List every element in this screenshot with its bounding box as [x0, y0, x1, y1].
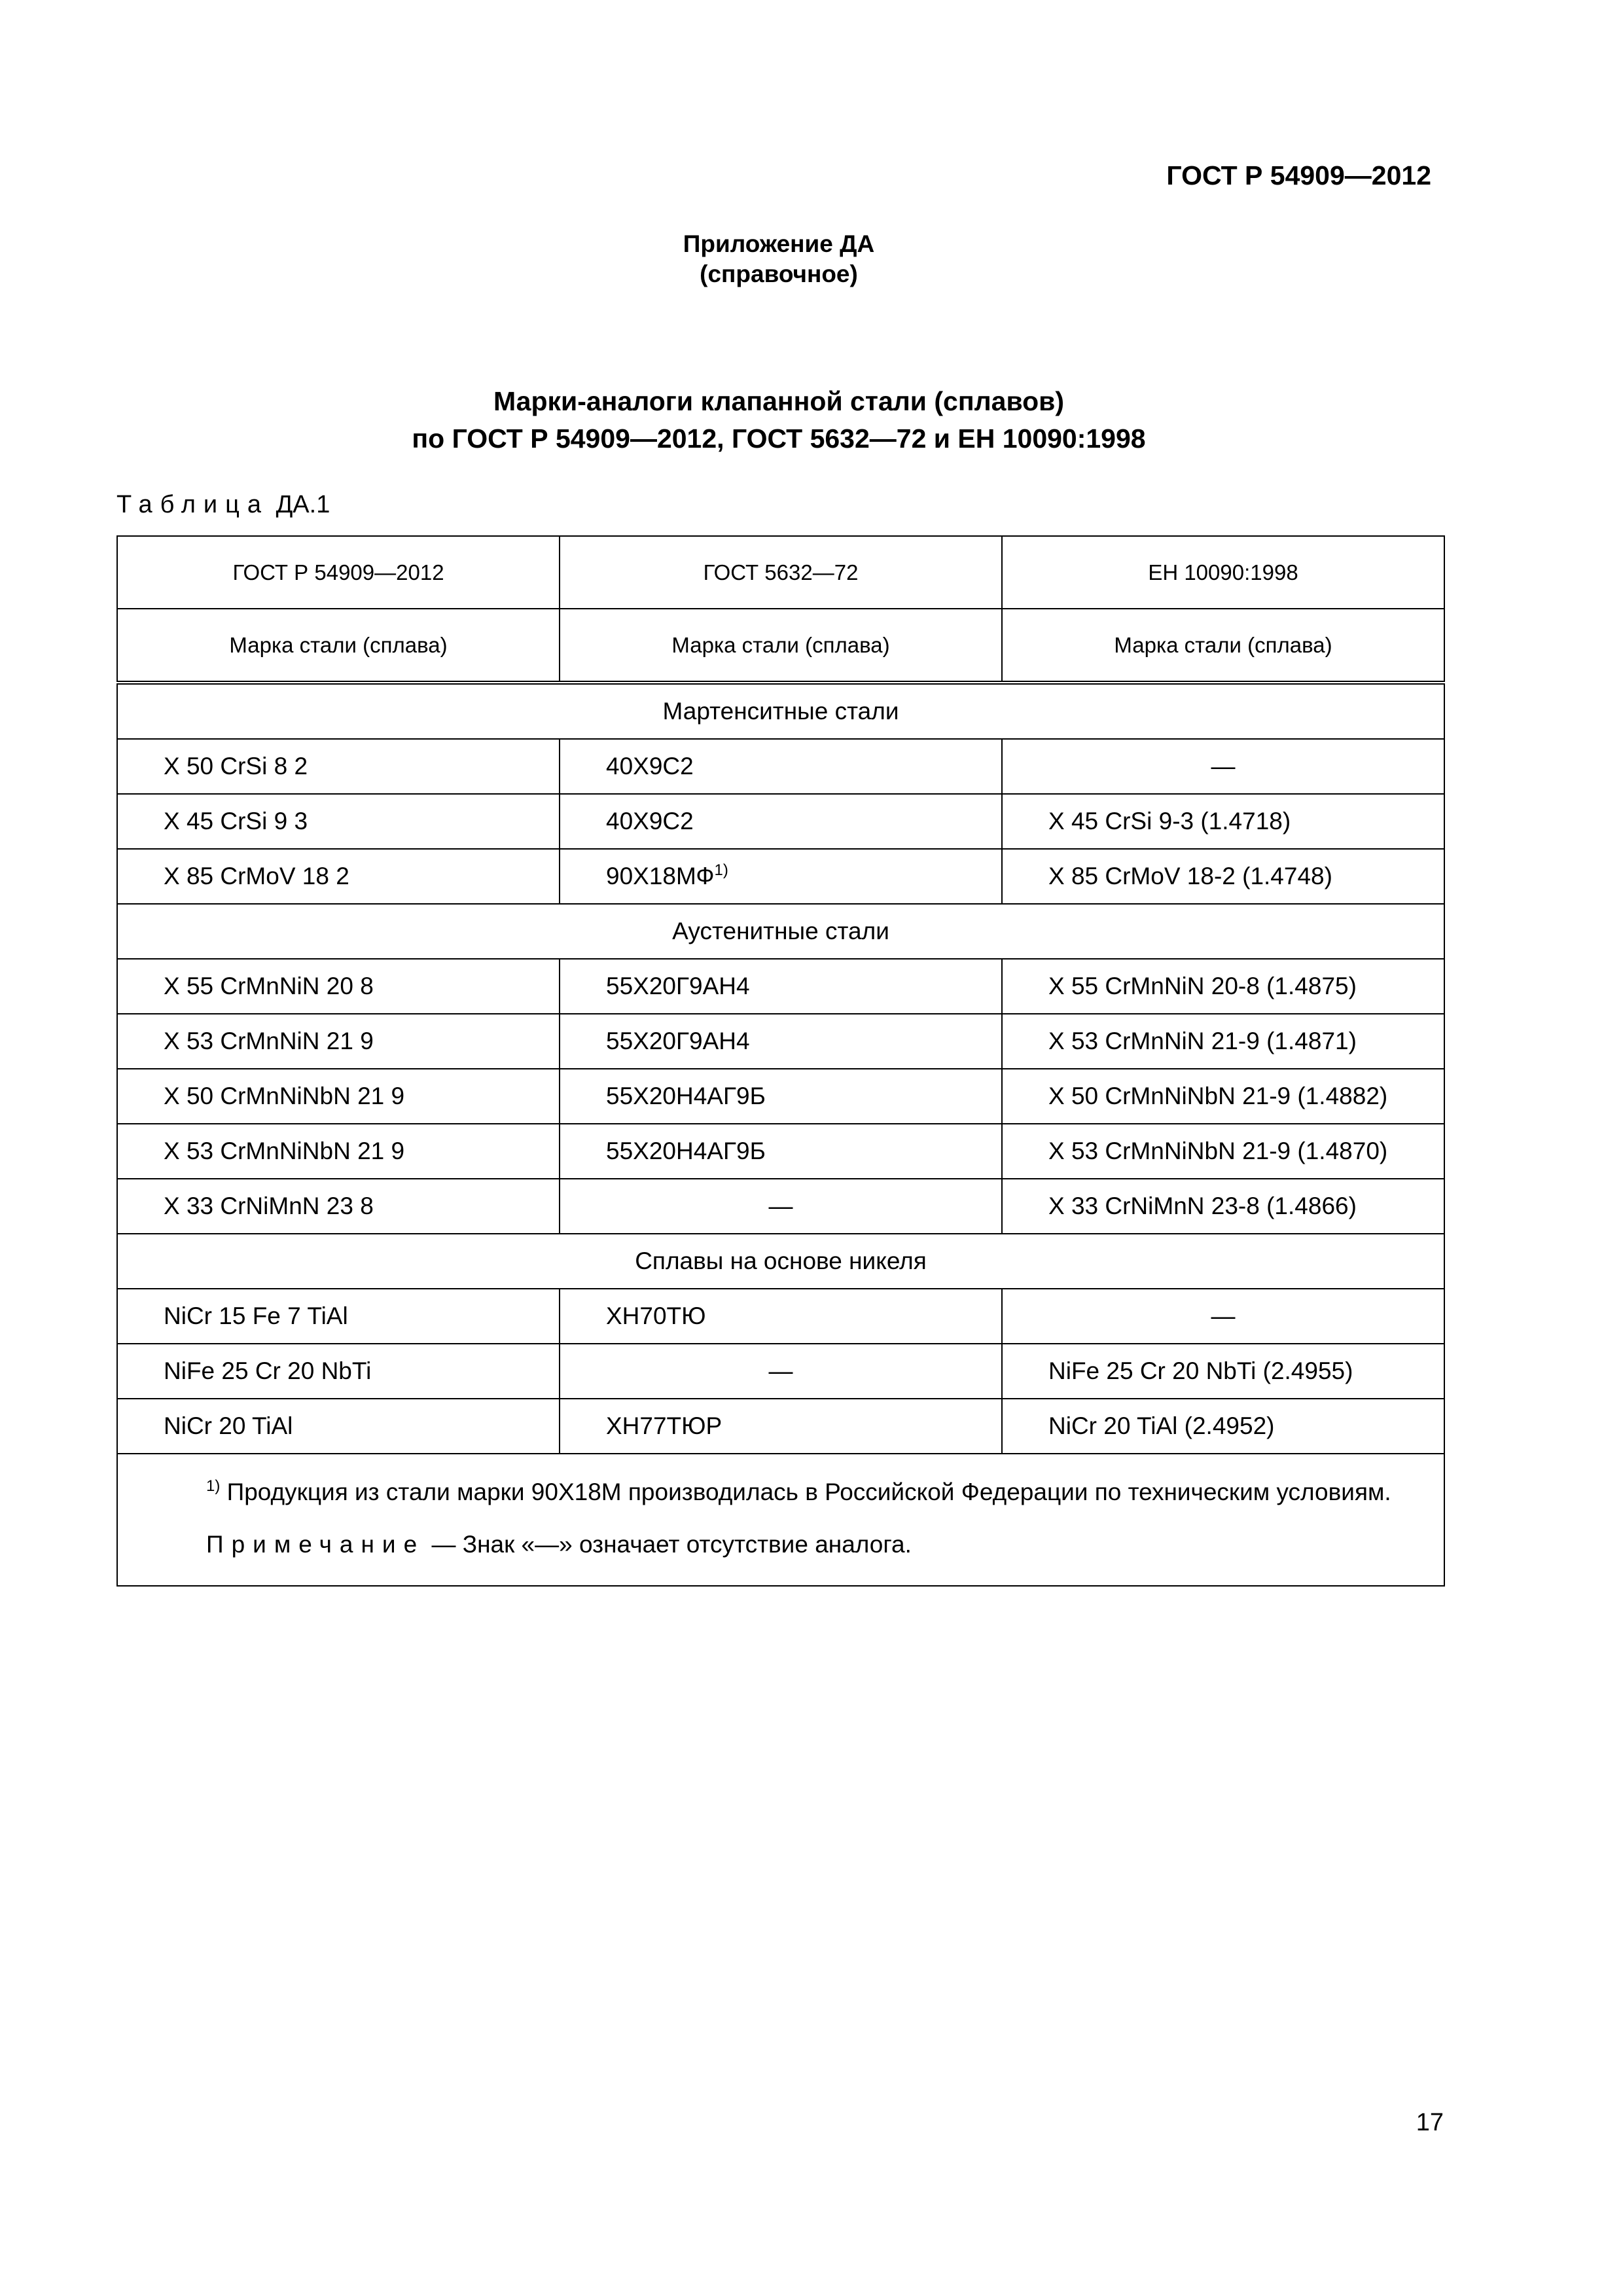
column-header: ГОСТ 5632—72	[560, 536, 1002, 609]
table-cell: X 50 CrSi 8 2	[117, 739, 560, 794]
table-label-word: Таблица	[116, 491, 269, 518]
table-cell: 55Х20Н4АГ9Б	[560, 1069, 1002, 1124]
column-subheader: Марка стали (сплава)	[117, 609, 560, 683]
column-subheader: Марка стали (сплава)	[560, 609, 1002, 683]
table-cell: ХН77ТЮР	[560, 1399, 1002, 1454]
column-header: ГОСТ Р 54909—2012	[117, 536, 560, 609]
table-cell: NiCr 15 Fe 7 TiAl	[117, 1289, 560, 1344]
table-cell: X 50 CrMnNiNbN 21 9	[117, 1069, 560, 1124]
footnote-marker: 1)	[206, 1477, 221, 1495]
table-cell: X 45 CrSi 9-3 (1.4718)	[1002, 794, 1444, 849]
table-cell: 40Х9С2	[560, 739, 1002, 794]
page-number: 17	[1416, 2109, 1444, 2136]
note-text: — Знак «—» означает отсутствие аналога.	[431, 1531, 912, 1558]
table-label-number: ДА.1	[276, 491, 330, 518]
column-header: ЕН 10090:1998	[1002, 536, 1444, 609]
table-cell	[560, 849, 1002, 904]
table-cell: X 85 CrMoV 18 2	[117, 849, 560, 904]
table-cell: NiCr 20 TiAl (2.4952)	[1002, 1399, 1444, 1454]
table-cell: NiFe 25 Cr 20 NbTi (2.4955)	[1002, 1344, 1444, 1399]
table-row	[117, 1289, 1444, 1344]
table-cell: X 55 CrMnNiN 20-8 (1.4875)	[1002, 959, 1444, 1014]
section-row	[117, 1234, 1444, 1289]
table-cell: X 53 CrMnNiN 21-9 (1.4871)	[1002, 1014, 1444, 1069]
table-row	[117, 959, 1444, 1014]
table-row	[117, 1399, 1444, 1454]
table-row	[117, 1124, 1444, 1179]
table-row	[117, 739, 1444, 794]
table-row	[117, 1069, 1444, 1124]
table-row	[117, 794, 1444, 849]
table-cell: NiFe 25 Cr 20 NbTi	[117, 1344, 560, 1399]
table-cell: —	[1002, 1289, 1444, 1344]
annex-title: Приложение ДА	[683, 230, 875, 257]
table-cell: 55Х20Г9АН4	[560, 1014, 1002, 1069]
table-cell: X 53 CrMnNiNbN 21 9	[117, 1124, 560, 1179]
section-title: Мартенситные стали	[117, 683, 1444, 739]
table-cell: —	[1002, 739, 1444, 794]
table-cell: ХН70ТЮ	[560, 1289, 1002, 1344]
note	[118, 1518, 1444, 1571]
table-cell: 55Х20Г9АН4	[560, 959, 1002, 1014]
table-subheader-row	[117, 609, 1444, 683]
table-cell: X 53 CrMnNiN 21 9	[117, 1014, 560, 1069]
annex-subtitle: (справочное)	[700, 260, 858, 287]
notes-row	[117, 1454, 1444, 1586]
table-label	[116, 491, 330, 519]
table-cell: NiCr 20 TiAl	[117, 1399, 560, 1454]
table-cell: —	[560, 1179, 1002, 1234]
table-cell: X 85 CrMoV 18-2 (1.4748)	[1002, 849, 1444, 904]
table-cell: —	[560, 1344, 1002, 1399]
table-cell: X 50 CrMnNiNbN 21-9 (1.4882)	[1002, 1069, 1444, 1124]
table-cell: X 33 CrNiMnN 23 8	[117, 1179, 560, 1234]
table-cell: 40Х9С2	[560, 794, 1002, 849]
footnote	[118, 1466, 1444, 1518]
table-row	[117, 1014, 1444, 1069]
section-title: Аустенитные стали	[117, 904, 1444, 959]
document-code: ГОСТ Р 54909—2012	[1166, 160, 1431, 190]
footnote-ref: 1)	[714, 861, 728, 879]
table-row	[117, 849, 1444, 904]
note-word: Примечание	[206, 1531, 425, 1558]
table-row	[117, 1179, 1444, 1234]
steel-grades-table	[116, 535, 1445, 1587]
table-cell: X 55 CrMnNiN 20 8	[117, 959, 560, 1014]
table-header-row	[117, 536, 1444, 609]
column-subheader: Марка стали (сплава)	[1002, 609, 1444, 683]
table-cell: X 33 CrNiMnN 23-8 (1.4866)	[1002, 1179, 1444, 1234]
table-row	[117, 1344, 1444, 1399]
footnote-text: Продукция из стали марки 90Х18М производилась в Российской Федерации по техническим условиям.	[226, 1479, 1391, 1505]
table-cell: 55Х20Н4АГ9Б	[560, 1124, 1002, 1179]
table-cell: X 53 CrMnNiNbN 21-9 (1.4870)	[1002, 1124, 1444, 1179]
grade-text: 90Х18МФ	[606, 863, 715, 889]
table-cell: X 45 CrSi 9 3	[117, 794, 560, 849]
section-row	[117, 683, 1444, 739]
section-row	[117, 904, 1444, 959]
section-title: Сплавы на основе никеля	[117, 1234, 1444, 1289]
table-title-line-2: по ГОСТ Р 54909—2012, ГОСТ 5632—72 и ЕН 10090:1998	[412, 423, 1146, 454]
notes-cell	[117, 1454, 1444, 1586]
table-title-line-1: Марки-аналоги клапанной стали (сплавов)	[493, 386, 1065, 416]
